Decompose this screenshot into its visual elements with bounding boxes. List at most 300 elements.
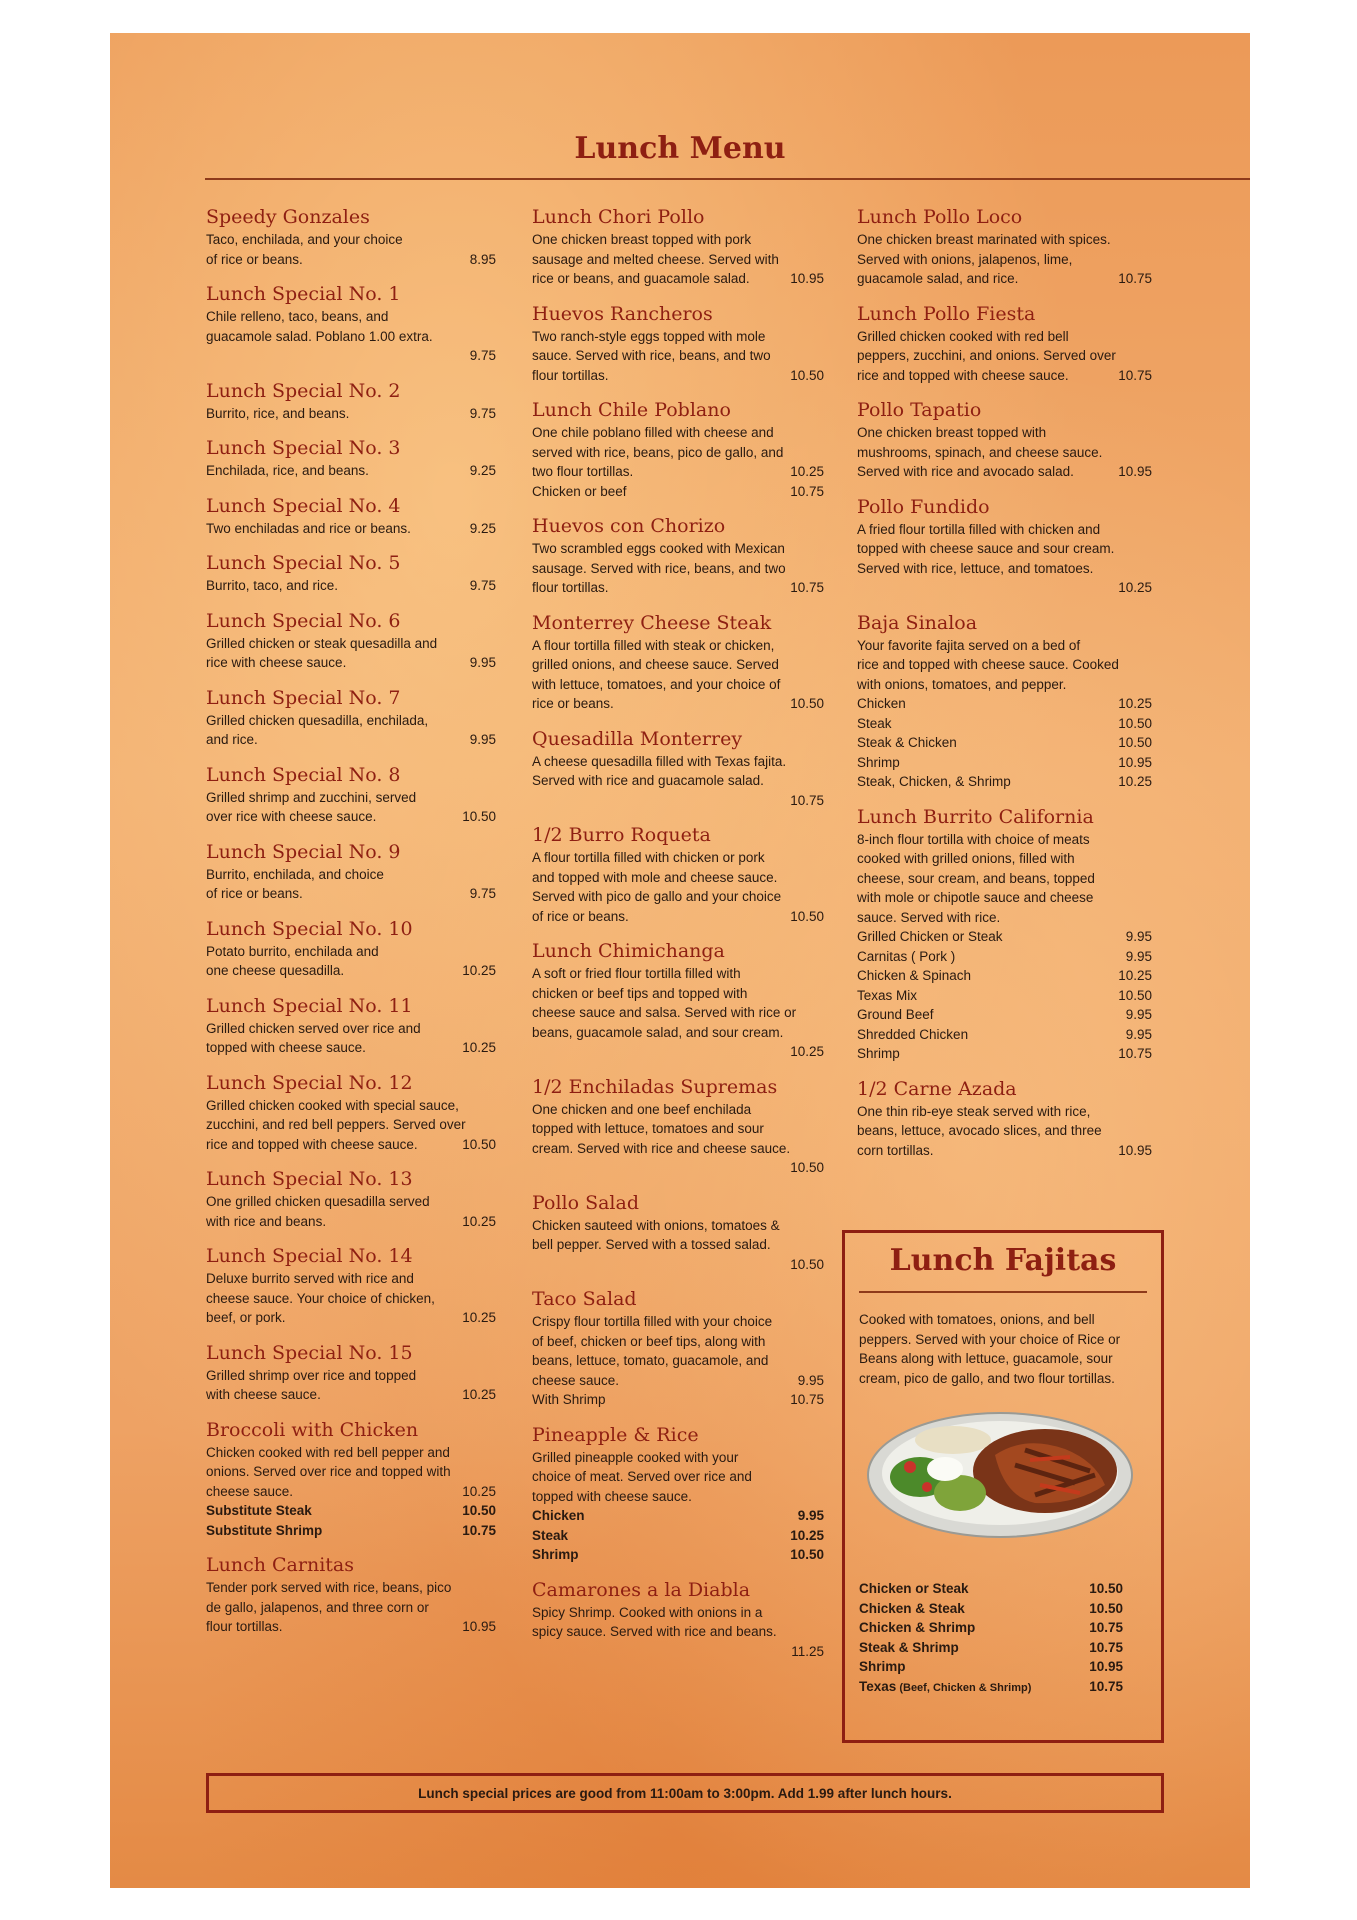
item-description (206, 634, 496, 673)
menu-item (206, 1168, 496, 1231)
item-description (532, 1603, 824, 1662)
menu-item (532, 1192, 824, 1275)
price-option-label: Substitute Shrimp (206, 1522, 323, 1538)
item-description (206, 576, 496, 596)
item-price: 10.50 (462, 809, 496, 824)
item-name: Lunch Special No. 8 (206, 763, 401, 786)
item-price: 10.25 (462, 1483, 496, 1499)
price-row (859, 1657, 1123, 1677)
item-description (206, 1096, 496, 1155)
item-price: 9.75 (469, 886, 496, 901)
description-line: A fried flour tortilla filled with chicken and (857, 521, 1101, 537)
price-row (532, 1526, 824, 1546)
price-option-label: Chicken & Shrimp (859, 1620, 976, 1635)
price-row (857, 947, 1152, 967)
description-line: 10.75 rice and topped with cheese sauce. (857, 366, 1152, 386)
fajita-plate-image (865, 1405, 1135, 1540)
description-line: with onions, tomatoes, and pepper. (857, 676, 1067, 692)
item-price: 10.25 (790, 1044, 824, 1059)
menu-item (532, 1288, 824, 1410)
item-name: Lunch Special No. 3 (206, 437, 401, 459)
description-line: 9.95 rice with cheese sauce. (206, 653, 496, 673)
item-name: Lunch Special No. 4 (206, 494, 401, 517)
item-description (206, 711, 496, 750)
price-row (857, 772, 1152, 792)
description-line: Chile relleno, taco, beans, and (206, 309, 389, 324)
item-description (206, 1443, 496, 1502)
fajitas-title: Lunch Fajitas (889, 1243, 1117, 1278)
menu-item (206, 841, 496, 904)
item-description (532, 230, 824, 289)
fajitas-description: Cooked with tomatoes, onions, and bell peppers. Served with your choice of Rice or Beans along with lettuce, guacamole, sour cream, pico de gallo, and two flour tortillas. (859, 1312, 1121, 1386)
description-line: served with rice, beans, pico de gallo, and (532, 444, 784, 460)
price-value: 10.75 (790, 1392, 824, 1407)
price-row (857, 986, 1152, 1006)
menu-item (532, 612, 824, 714)
item-price: 11.25 (791, 1643, 824, 1659)
price-row (857, 1005, 1152, 1025)
description-line: with lettuce, tomatoes, and your choice of (532, 676, 781, 692)
description-line: Burrito, enchilada, and choice (206, 866, 384, 882)
menu-item (206, 918, 496, 981)
description-line: 10.95 flour tortillas. (206, 1617, 496, 1637)
item-name: Lunch Special No. 1 (206, 283, 401, 305)
item-name: Lunch Carnitas (206, 1554, 354, 1576)
item-description (532, 636, 824, 714)
price-option-label: Steak (857, 715, 892, 731)
description-line: sauce. Served with rice, beans, and two (532, 348, 771, 363)
item-name: Lunch Special No. 7 (206, 686, 401, 709)
menu-column-left (206, 206, 496, 1651)
description-line: sausage and melted cheese. Served with (532, 251, 779, 267)
item-name: 1/2 Enchiladas Supremas (532, 1075, 778, 1098)
price-row (532, 1506, 824, 1526)
menu-item (206, 1072, 496, 1155)
item-description (206, 1366, 496, 1405)
item-description (206, 942, 496, 981)
description-line: 10.75 guacamole salad, and rice. (857, 269, 1152, 289)
item-name: Lunch Special No. 12 (206, 1071, 413, 1094)
menu-item (206, 610, 496, 673)
description-line: 8-inch flour tortilla with choice of meats (857, 831, 1090, 847)
item-name: Lunch Special No. 15 (206, 1341, 413, 1364)
price-row (859, 1677, 1123, 1699)
menu-page (110, 33, 1250, 1888)
description-line: sausage. Served with rice, beans, and two (532, 560, 786, 576)
description-line: One grilled chicken quesadilla served (206, 1194, 430, 1209)
description-line: 10.75 flour tortillas. (532, 578, 824, 598)
price-option-label: Carnitas ( Pork ) (857, 948, 956, 964)
item-name: Lunch Chimichanga (532, 940, 725, 962)
price-option-label: Steak & Shrimp (859, 1639, 959, 1655)
menu-item (206, 283, 496, 366)
description-line: Grilled chicken cooked with special sauce, (206, 1097, 459, 1113)
price-option-label: Ground Beef (857, 1007, 934, 1022)
item-name: Lunch Special No. 6 (206, 609, 401, 632)
description-line: Served with onions, jalapenos, lime, (857, 251, 1073, 267)
item-price: 9.25 (469, 463, 496, 478)
item-price: 9.95 (797, 1372, 824, 1388)
price-row (857, 714, 1152, 734)
menu-item (532, 206, 824, 289)
description-line: cheese sauce. Your choice of chicken, (206, 1290, 435, 1306)
menu-item (532, 303, 824, 386)
price-option-label: Shrimp (859, 1659, 906, 1674)
description-line (532, 1255, 824, 1275)
price-value: 9.95 (1125, 948, 1152, 964)
item-name: 1/2 Burro Roqueta (532, 824, 711, 846)
description-line (532, 1158, 824, 1178)
description-line: of beef, chicken or beef tips, along with (532, 1333, 766, 1349)
item-name: Lunch Special No. 10 (206, 917, 413, 940)
price-row (857, 1025, 1152, 1045)
item-price: 10.25 (790, 464, 824, 479)
menu-item (532, 1579, 824, 1662)
item-name: Speedy Gonzales (206, 206, 370, 228)
description-line: Two scrambled eggs cooked with Mexican (532, 541, 785, 556)
description-line: Grilled shrimp and zucchini, served (206, 789, 417, 805)
price-value: 10.50 (1089, 1581, 1123, 1596)
item-name: Quesadilla Monterrey (532, 727, 743, 750)
description-line: Served with rice, lettuce, and tomatoes. (857, 560, 1094, 576)
description-line: One thin rib-eye steak served with rice, (857, 1103, 1091, 1119)
item-name: Pineapple & Rice (532, 1423, 699, 1446)
item-description (206, 1192, 496, 1231)
price-option-label: Shrimp (857, 1046, 900, 1061)
description-line: zucchini, and red bell peppers. Served over (206, 1117, 466, 1132)
price-row (857, 753, 1152, 773)
item-description (532, 423, 824, 482)
description-line: beans, lettuce, avocado slices, and three (857, 1123, 1102, 1138)
price-value: 10.50 (1118, 735, 1152, 750)
item-description (857, 327, 1152, 386)
item-price: 10.25 (462, 1040, 496, 1055)
item-name: Lunch Chori Pollo (532, 206, 705, 228)
item-description (532, 327, 824, 386)
description-line: Two ranch-style eggs topped with mole (532, 328, 766, 344)
item-price: 10.75 (790, 580, 824, 595)
item-price: 10.25 (1118, 580, 1152, 595)
item-price: 10.95 (1118, 464, 1152, 479)
menu-item (206, 764, 496, 827)
fajitas-price-list (859, 1579, 1123, 1698)
price-option-label: Texas (Beef, Chicken & Shrimp) (859, 1678, 1032, 1694)
item-description (206, 461, 496, 481)
description-line: 9.25 Enchilada, rice, and beans. (206, 461, 496, 481)
item-name: Broccoli with Chicken (206, 1418, 419, 1441)
description-line: Taco, enchilada, and your choice (206, 232, 403, 247)
price-option-label: Steak & Chicken (857, 735, 957, 750)
item-price: 10.50 (790, 367, 824, 383)
item-description (532, 1216, 824, 1275)
description-line: Your favorite fajita served on a bed of (857, 637, 1081, 653)
description-line: beans, guacamole salad, and sour cream. (532, 1024, 784, 1040)
price-option-note: (Beef, Chicken & Shrimp) (896, 1681, 1032, 1694)
description-line: mushrooms, spinach, and cheese sauce. (857, 444, 1103, 460)
description-line: 10.25 two flour tortillas. (532, 462, 824, 482)
description-line: 10.50 flour tortillas. (532, 366, 824, 386)
price-value: 10.75 (1089, 1639, 1123, 1655)
item-price: 10.75 (790, 792, 824, 808)
description-line: 10.50 over rice with cheese sauce. (206, 807, 496, 827)
item-price: 10.25 (462, 1387, 496, 1402)
description-line: cheese, sour cream, and beans, topped (857, 870, 1095, 886)
item-price: 10.95 (1118, 1142, 1152, 1158)
price-row (859, 1599, 1123, 1619)
menu-item (857, 1078, 1152, 1161)
item-name: Lunch Special No. 9 (206, 840, 401, 863)
description-line: 10.25 beef, or pork. (206, 1308, 496, 1328)
description-line: Grilled chicken quesadilla, enchilada, (206, 712, 429, 728)
description-line: A flour tortilla filled with steak or chicken, (532, 637, 775, 653)
description-line: guacamole salad. Poblano 1.00 extra. (206, 328, 433, 344)
description-line: bell pepper. Served with a tossed salad. (532, 1237, 771, 1252)
description-line: A soft or fried flour tortilla filled with (532, 966, 741, 981)
fajitas-box (842, 1230, 1164, 1743)
description-line: A cheese quesadilla filled with Texas fajita. (532, 753, 787, 769)
item-name: Lunch Special No. 11 (206, 994, 413, 1017)
item-description (532, 539, 824, 598)
description-line: de gallo, jalapenos, and three corn or (206, 1599, 429, 1615)
description-line: Potato burrito, enchilada and (206, 943, 379, 959)
item-description (532, 1448, 824, 1507)
item-price: 10.25 (462, 1213, 496, 1229)
description-line: 10.25 with cheese sauce. (206, 1385, 496, 1405)
item-price: 10.50 (790, 908, 824, 924)
menu-item (206, 1554, 496, 1637)
item-description (206, 1578, 496, 1637)
description-line: One chicken breast topped with pork (532, 232, 752, 247)
price-row (532, 1390, 824, 1410)
price-option-label: Chicken or Steak (859, 1581, 969, 1596)
item-name: Monterrey Cheese Steak (532, 611, 772, 634)
description-line: grilled onions, and cheese sauce. Served (532, 657, 779, 672)
menu-item (206, 552, 496, 596)
price-option-label: Chicken (857, 696, 906, 711)
item-name: Lunch Special No. 14 (206, 1245, 413, 1267)
page-title: Lunch Menu (574, 131, 786, 166)
item-description (857, 520, 1152, 598)
price-row (206, 1521, 496, 1541)
price-row (206, 1501, 496, 1521)
description-line: Grilled chicken or steak quesadilla and (206, 635, 438, 651)
description-line: beans, lettuce, tomato, guacamole, and (532, 1353, 769, 1368)
description-line: Spicy Shrimp. Cooked with onions in a (532, 1604, 763, 1620)
price-value: 10.50 (462, 1503, 496, 1518)
item-description (857, 636, 1152, 695)
menu-item (532, 728, 824, 811)
price-row (859, 1638, 1123, 1658)
menu-column-middle (532, 206, 824, 1675)
description-line: choice of meat. Served over rice and (532, 1469, 752, 1484)
description-line: Deluxe burrito served with rice and (206, 1271, 414, 1286)
item-price: 10.95 (462, 1619, 496, 1634)
item-name: 1/2 Carne Azada (857, 1077, 1017, 1100)
description-line: onions. Served over rice and topped with (206, 1464, 451, 1479)
price-row (857, 927, 1152, 947)
menu-item (206, 380, 496, 424)
description-line: Chicken sauteed with onions, tomatoes & (532, 1217, 780, 1233)
description-line (532, 1042, 824, 1062)
description-line: Crispy flour tortilla filled with your choice (532, 1314, 773, 1329)
item-name: Lunch Special No. 2 (206, 379, 401, 402)
price-value: 10.25 (1118, 968, 1152, 983)
item-description (532, 848, 824, 926)
item-name: Lunch Pollo Fiesta (857, 302, 1036, 325)
menu-item (206, 1342, 496, 1405)
item-name: Lunch Special No. 5 (206, 552, 401, 574)
description-line: One chicken breast marinated with spices. (857, 232, 1111, 247)
price-value: 10.75 (1118, 1046, 1152, 1061)
item-price: 9.75 (469, 578, 496, 593)
description-line: Grilled chicken served over rice and (206, 1020, 421, 1036)
description-line: Grilled pineapple cooked with your (532, 1449, 739, 1465)
price-row (857, 733, 1152, 753)
menu-item (532, 824, 824, 926)
item-price: 9.95 (469, 732, 496, 747)
item-price: 10.50 (790, 1160, 824, 1175)
item-description (206, 519, 496, 539)
price-value: 10.50 (1118, 715, 1152, 731)
menu-item (206, 437, 496, 481)
item-name: Lunch Special No. 13 (206, 1168, 413, 1190)
menu-column-right (857, 206, 1152, 1174)
price-row (532, 482, 824, 502)
price-option-label: Substitute Steak (206, 1503, 312, 1518)
description-line: and topped with mole and cheese sauce. (532, 869, 778, 885)
price-value: 9.95 (797, 1508, 824, 1523)
menu-item (857, 806, 1152, 1064)
description-line: 10.95 rice or beans, and guacamole salad. (532, 269, 824, 289)
price-row (859, 1618, 1123, 1638)
price-option-label: Shrimp (532, 1547, 579, 1562)
item-description (532, 752, 824, 811)
price-value: 10.50 (1118, 987, 1152, 1003)
description-line: cream. Served with rice and cheese sauce. (532, 1140, 791, 1156)
description-line: topped with lettuce, tomatoes and sour (532, 1121, 764, 1136)
item-description (532, 1312, 824, 1390)
description-line: chicken or beef tips and topped with (532, 985, 748, 1001)
description-line: 9.95 and rice. (206, 730, 496, 750)
price-value: 9.95 (1125, 929, 1152, 944)
menu-item (206, 495, 496, 539)
description-line: topped with cheese sauce. (532, 1488, 692, 1504)
description-line: One chicken and one beef enchilada (532, 1101, 752, 1117)
item-price: 10.50 (462, 1136, 496, 1152)
item-name: Huevos con Chorizo (532, 515, 726, 537)
item-description (532, 964, 824, 1062)
description-line: 9.25 Two enchiladas and rice or beans. (206, 519, 496, 539)
description-line: Grilled chicken cooked with red bell (857, 328, 1069, 344)
price-value: 10.50 (790, 1547, 824, 1562)
menu-item (532, 1424, 824, 1565)
item-price: 9.75 (469, 405, 496, 421)
description-line: One chicken breast topped with (857, 425, 1047, 440)
price-value: 10.75 (790, 483, 824, 499)
item-description (206, 865, 496, 904)
item-price: 10.50 (790, 1256, 824, 1272)
item-price: 10.50 (790, 696, 824, 711)
price-option-label: Shrimp (857, 754, 900, 770)
item-price: 10.25 (462, 1310, 496, 1325)
price-option-label: Texas Mix (857, 987, 918, 1003)
price-option-label: Chicken & Steak (859, 1600, 965, 1616)
description-line: Served with pico de gallo and your choice (532, 889, 782, 904)
item-name: Camarones a la Diabla (532, 1578, 751, 1601)
item-description (857, 830, 1152, 928)
item-price: 9.75 (469, 348, 496, 363)
item-price: 10.95 (790, 271, 824, 286)
description-line (532, 1642, 824, 1662)
price-value: 10.25 (790, 1527, 824, 1543)
footer-note: Lunch special prices are good from 11:00am to 3:00pm. Add 1.99 after lunch hours. (206, 1773, 1164, 1813)
item-description (206, 1269, 496, 1328)
menu-item (206, 1419, 496, 1541)
price-value: 10.95 (1089, 1659, 1123, 1674)
description-line: with mole or chipotle sauce and cheese (857, 890, 1094, 905)
price-option-label: Chicken or beef (532, 483, 627, 499)
price-value: 9.95 (1125, 1007, 1152, 1022)
item-name: Lunch Pollo Loco (857, 206, 1023, 228)
description-line: A flour tortilla filled with chicken or pork (532, 850, 765, 865)
description-line: 10.50 rice and topped with cheese sauce. (206, 1135, 496, 1155)
item-price: 10.25 (462, 963, 496, 978)
price-value: 9.95 (1125, 1026, 1152, 1042)
menu-item (857, 612, 1152, 792)
description-line: 10.50 of rice or beans. (532, 907, 824, 927)
item-description (206, 788, 496, 827)
item-description (206, 1019, 496, 1058)
price-row (857, 694, 1152, 714)
menu-item (206, 687, 496, 750)
item-description (857, 230, 1152, 289)
item-name: Lunch Chile Poblano (532, 399, 731, 421)
description-line: cheese sauce and salsa. Served with rice or (532, 1005, 797, 1020)
item-name: Pollo Tapatio (857, 399, 982, 421)
description-line (206, 346, 496, 366)
description-line: 9.75 Burrito, rice, and beans. (206, 404, 496, 424)
item-name: Lunch Burrito California (857, 805, 1094, 828)
menu-item (532, 399, 824, 501)
price-option-label: Grilled Chicken or Steak (857, 929, 1003, 944)
price-value: 10.25 (1118, 774, 1152, 789)
menu-item (857, 206, 1152, 289)
item-name: Pollo Salad (532, 1191, 639, 1214)
description-line: peppers, zucchini, and onions. Served over (857, 348, 1116, 363)
item-price: 9.25 (469, 520, 496, 536)
description-line: rice and topped with cheese sauce. Cooked (857, 657, 1119, 672)
item-description (857, 1102, 1152, 1161)
price-value: 10.95 (1118, 754, 1152, 770)
price-option-label: Chicken & Spinach (857, 968, 972, 983)
menu-item (857, 496, 1152, 598)
menu-item (206, 1245, 496, 1328)
item-price: 9.95 (469, 655, 496, 670)
description-line: topped with cheese sauce and sour cream. (857, 541, 1115, 556)
description-line: 9.75 Burrito, taco, and rice. (206, 576, 496, 596)
item-description (857, 423, 1152, 482)
description-line: 10.50 rice or beans. (532, 694, 824, 714)
title-divider (205, 178, 1250, 180)
description-line: 10.95 Served with rice and avocado salad. (857, 462, 1152, 482)
menu-item (206, 206, 496, 269)
description-line: Served with rice and guacamole salad. (532, 773, 764, 788)
description-line: 9.75 of rice or beans. (206, 884, 496, 904)
price-row (857, 1044, 1152, 1064)
description-line: 10.95 corn tortillas. (857, 1141, 1152, 1161)
description-line: Grilled shrimp over rice and topped (206, 1367, 417, 1383)
description-line: 9.95 cheese sauce. (532, 1371, 824, 1391)
